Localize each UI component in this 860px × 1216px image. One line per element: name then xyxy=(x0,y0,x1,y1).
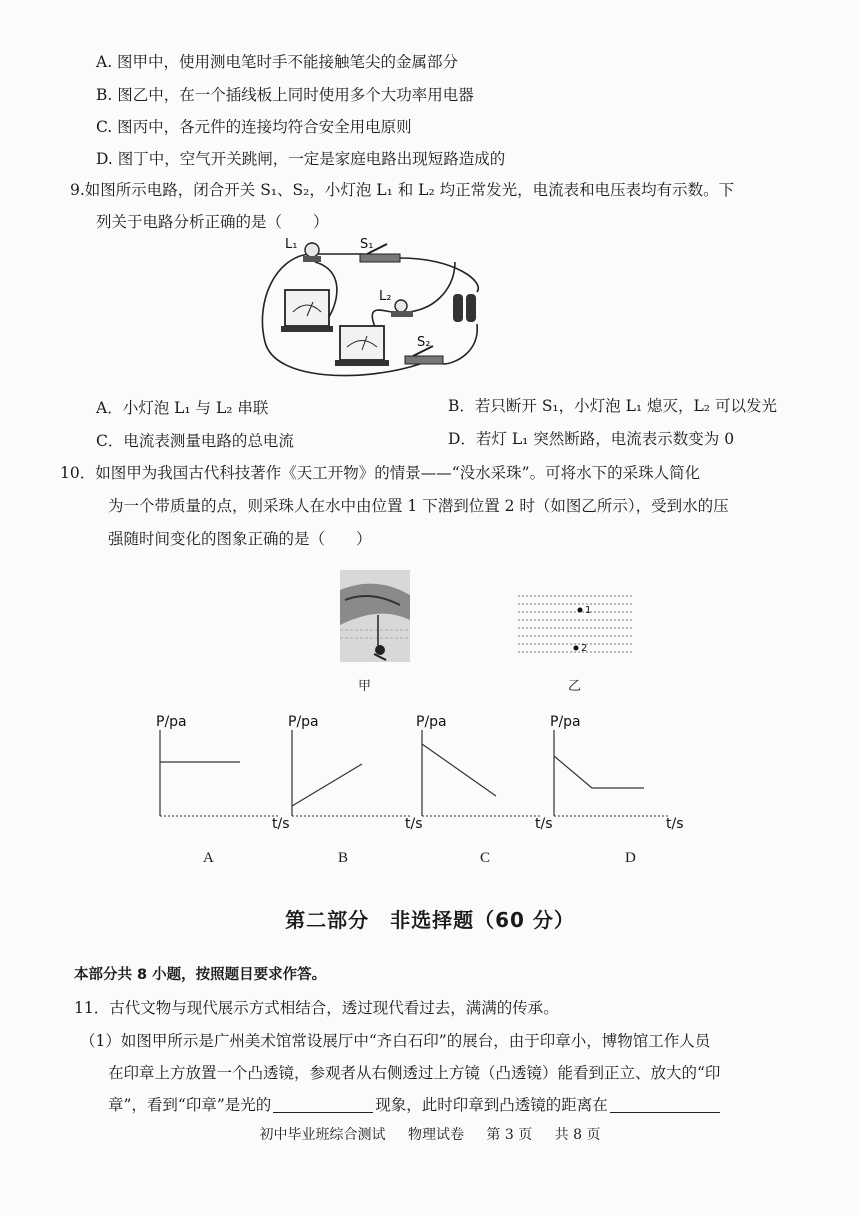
graph-c-curve xyxy=(422,744,496,796)
graph-c xyxy=(416,714,553,830)
meter-2-icon xyxy=(335,326,389,366)
q10-fig-jia-label: 甲 xyxy=(358,679,372,694)
graph-c-letter: C xyxy=(480,850,491,866)
q9-circuit-figure xyxy=(255,232,515,384)
q9-option-a: A．小灯泡 L₁ 与 L₂ 串联 xyxy=(96,399,269,417)
graph-a xyxy=(156,714,290,830)
q9-option-b: B．若只断开 S₁，小灯泡 L₁ 熄灭，L₂ 可以发光 xyxy=(448,397,777,415)
label-l1: L₁ xyxy=(285,237,298,252)
q9-stem-line2: 列关于电路分析正确的是（ ） xyxy=(96,213,329,231)
graph-b-xlabel: t/s xyxy=(405,816,423,830)
q10-fig-yi-label: 乙 xyxy=(568,679,582,694)
label-l2: L₂ xyxy=(379,289,392,304)
footer-subject: 物理试卷 xyxy=(407,1127,464,1143)
footer-total: 共 8 页 xyxy=(554,1127,601,1143)
graph-c-ylabel: P/pa xyxy=(416,714,447,730)
q11-part1-text-b: 现象，此时印章到凸透镜的距离在 xyxy=(375,1096,608,1114)
answer-blank-1[interactable] xyxy=(273,1096,373,1113)
q9-option-d: D．若灯 L₁ 突然断路，电流表示数变为 0 xyxy=(448,430,735,448)
graph-a-ylabel: P/pa xyxy=(156,714,187,730)
label-s1: S₁ xyxy=(360,237,374,252)
footer-exam: 初中毕业班综合测试 xyxy=(259,1127,386,1143)
q10-graphs xyxy=(150,710,700,830)
graph-d-curve xyxy=(554,756,644,788)
graph-b xyxy=(288,714,423,830)
q8-option-a: A. 图甲中，使用测电笔时手不能接触笔尖的金属部分 xyxy=(96,53,459,71)
q10-stem-line3: 强随时间变化的图象正确的是（ ） xyxy=(108,530,372,548)
label-s2: S₂ xyxy=(417,335,431,350)
graph-d-ylabel: P/pa xyxy=(550,714,581,730)
graph-b-ylabel: P/pa xyxy=(288,714,319,730)
q9-option-c: C．电流表测量电路的总电流 xyxy=(96,432,294,450)
q10-fig-yi-picture xyxy=(518,592,634,658)
graph-d xyxy=(550,714,684,830)
q8-option-c: C. 图丙中，各元件的连接均符合安全用电原则 xyxy=(96,118,412,136)
answer-blank-2[interactable] xyxy=(610,1096,720,1113)
page-footer xyxy=(0,1124,860,1144)
section-2-intro: 本部分共 8 小题，按照题目要求作答。 xyxy=(74,967,327,983)
graph-d-letter: D xyxy=(625,850,636,866)
graph-b-letter: B xyxy=(338,850,349,866)
q9-stem-line1: 9.如图所示电路，闭合开关 S₁、S₂，小灯泡 L₁ 和 L₂ 均正常发光，电流表和电压表均有示数。下 xyxy=(70,181,735,199)
position-2-label: 2 xyxy=(581,643,588,654)
q10-stem-line2: 为一个带质量的点，则采珠人在水中由位置 1 下潜到位置 2 时（如图乙所示），受到水的压 xyxy=(108,497,729,515)
section-2-title: 第二部分 非选择题（60 分） xyxy=(285,908,575,932)
q10-fig-jia-picture xyxy=(340,570,410,662)
lamp-l2-icon xyxy=(391,300,413,317)
lamp-l1-icon xyxy=(303,243,321,262)
footer-page: 第 3 页 xyxy=(486,1127,533,1143)
graph-a-xlabel: t/s xyxy=(272,816,290,830)
q8-option-d: D. 图丁中，空气开关跳闸，一定是家庭电路出现短路造成的 xyxy=(96,150,506,168)
q11-part1-text-a: 章”，看到“印章”是光的 xyxy=(108,1096,272,1114)
battery-icon xyxy=(453,294,476,322)
q10-stem-line1: 10．如图甲为我国古代科技著作《天工开物》的情景——“没水采珠”。可将水下的采珠人简化 xyxy=(60,464,701,482)
graph-a-letter: A xyxy=(203,850,214,866)
graph-d-xlabel: t/s xyxy=(666,816,684,830)
q11-part1-line1: （1）如图甲所示是广州美术馆常设展厅中“齐白石印”的展台，由于印章小，博物馆工作人员 xyxy=(80,1032,711,1050)
position-1-label: 1 xyxy=(585,605,592,616)
q11-stem-line1: 11．古代文物与现代展示方式相结合，透过现代看过去，满满的传承。 xyxy=(74,999,559,1017)
meter-1-icon xyxy=(281,290,333,332)
q8-option-b: B. 图乙中，在一个插线板上同时使用多个大功率用电器 xyxy=(96,86,474,104)
graph-c-xlabel: t/s xyxy=(535,816,553,830)
q11-part1-line2: 在印章上方放置一个凸透镜，参观者从右侧透过上方镜（凸透镜）能看到正立、放大的“印 xyxy=(108,1064,721,1082)
q11-part1-line3 xyxy=(108,1095,722,1115)
graph-b-curve xyxy=(292,764,362,806)
